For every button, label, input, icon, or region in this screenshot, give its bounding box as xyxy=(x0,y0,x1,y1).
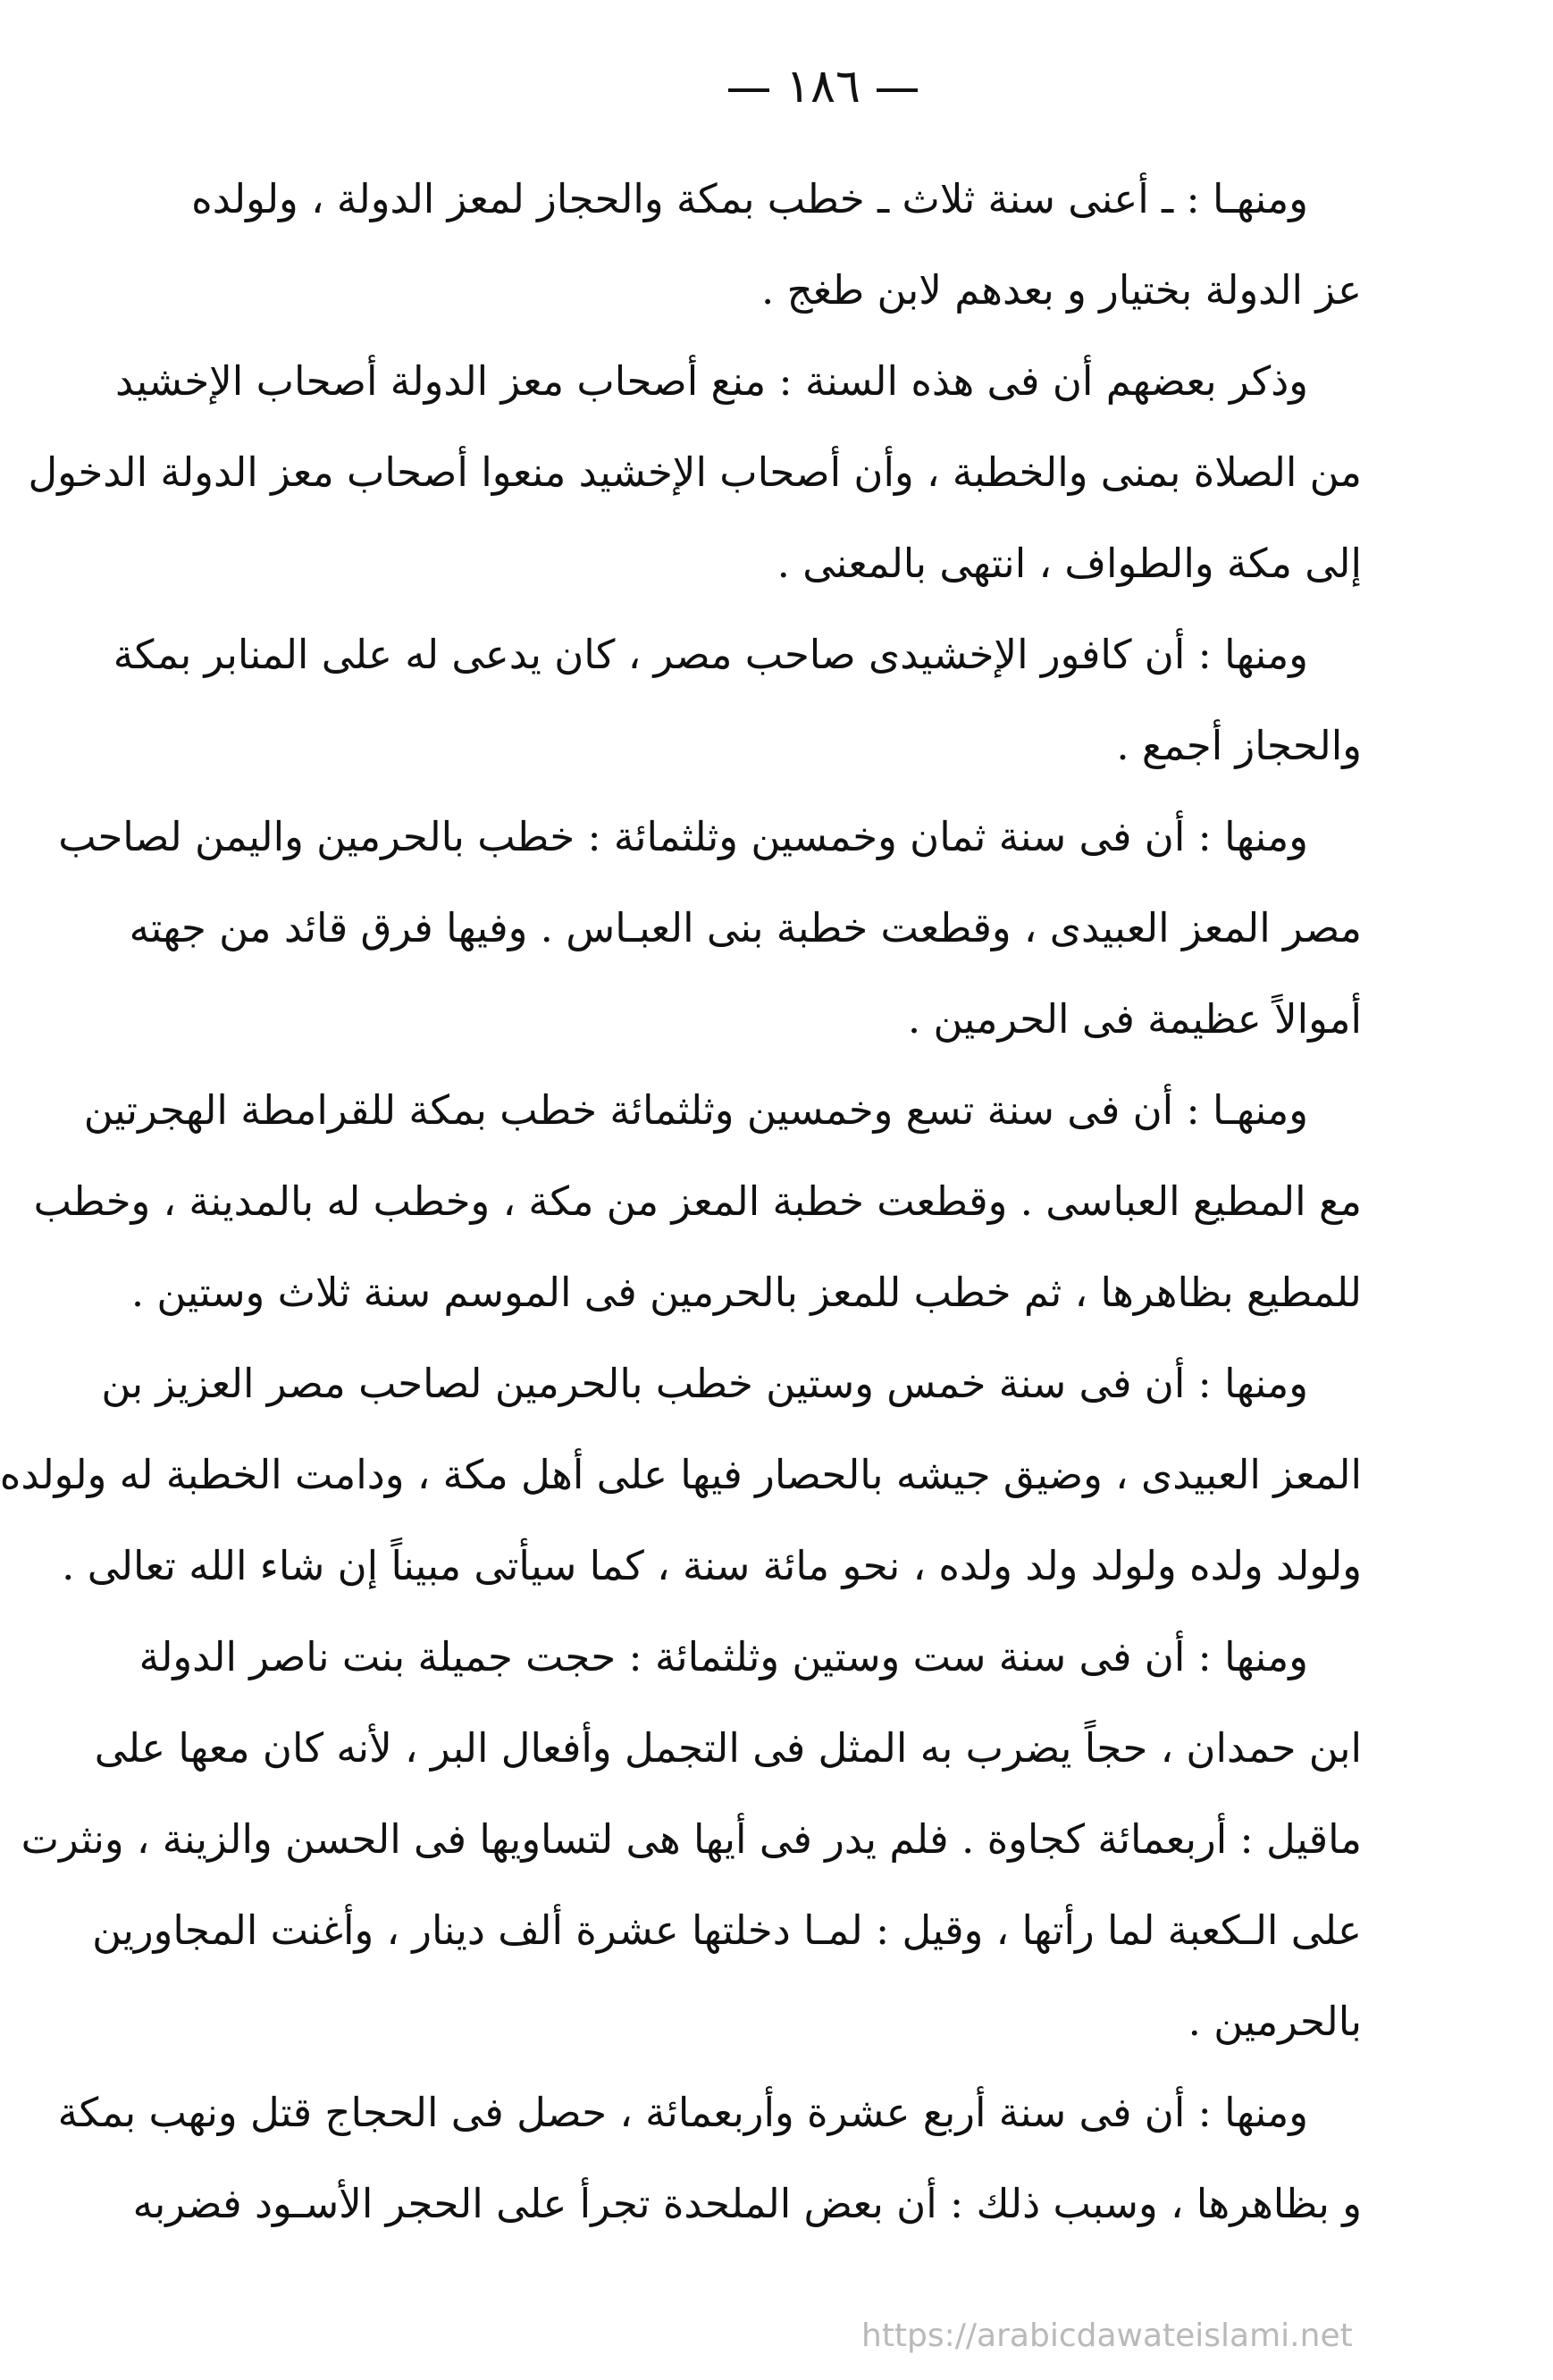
text-line: أموالاً عظيمة فى الحرمين . xyxy=(907,995,1362,1043)
text-line: ومنها : أن كافور الإخشيدى صاحب مصر ، كان يدعى له على المنابر بمكة xyxy=(113,631,1308,678)
text-line: بالحرمين . xyxy=(1188,1998,1362,2045)
text-line: ومنها : أن فى سنة ست وستين وثلثمائة : حجت جميلة بنت ناصر الدولة xyxy=(139,1633,1308,1680)
page-number: ١٨٦ xyxy=(785,60,860,113)
text-line: والحجاز أجمع . xyxy=(1116,722,1362,769)
text-line: للمطيع بظاهرها ، ثم خطب للمعز بالحرمين فى الموسم سنة ثلاث وستين . xyxy=(130,1269,1362,1316)
text-line: إلى مكة والطواف ، انتهى بالمعنى . xyxy=(776,540,1362,587)
body-text xyxy=(0,154,1362,2250)
text-line: ومنها : أن فى سنة ثمان وخمسين وثلثمائة : خطب بالحرمين واليمن لصاحب xyxy=(58,813,1308,860)
text-line: و بظاهرها ، وسبب ذلك : أن بعض الملحدة تجرأ على الحجر الأسـود فضربه xyxy=(132,2180,1362,2227)
text-line: ماقيل : أربعمائة كجاوة . فلم يدر فى أيها هى لتساويها فى الحسن والزينة ، ونثرت xyxy=(21,1815,1362,1863)
page-header xyxy=(93,55,1553,118)
text-line: ابن حمدان ، حجاً يضرب به المثل فى التجمل وأفعال البر ، لأنه كان معها على xyxy=(94,1724,1362,1772)
text-line: المعز العبيدى ، وضيق جيشه بالحصار فيها على أهل مكة ، ودامت الخطبة له ولولده xyxy=(0,1451,1362,1498)
paragraph xyxy=(33,1065,1362,1338)
text-line: ومنها : أن فى سنة خمس وستين خطب بالحرمين لصاحب مصر العزيز بن xyxy=(101,1360,1308,1407)
text-line: مصر المعز العبيدى ، وقطعت خطبة بنى العبـاس . وفيها فرق قائد من جهته xyxy=(129,904,1362,951)
paragraph xyxy=(57,2067,1362,2250)
paragraph xyxy=(21,1612,1362,2067)
text-line: ومنهـا : أن فى سنة تسع وخمسين وثلثمائة خطب بمكة للقرامطة الهجرتين xyxy=(83,1086,1308,1134)
text-line: عز الدولة بختيار و بعدهم لابن طغج . xyxy=(761,266,1362,314)
text-line: من الصلاة بمنى والخطبة ، وأن أصحاب الإخشيد منعوا أصحاب معز الدولة الدخول xyxy=(28,448,1362,496)
paragraph xyxy=(191,154,1362,336)
text-line: وذكر بعضهم أن فى هذه السنة : منع أصحاب معز الدولة أصحاب الإخشيد xyxy=(114,357,1308,405)
paragraph xyxy=(113,609,1362,792)
text-line: مع المطيع العباسى . وقطعت خطبة المعز من مكة ، وخطب له بالمدينة ، وخطب xyxy=(33,1177,1362,1225)
watermark-url: https://arabicdawateislami.net xyxy=(861,2317,1353,2354)
text-line: ومنهـا : ـ أعنى سنة ثلاث ـ خطب بمكة والحجاز لمعز الدولة ، ولولده xyxy=(191,175,1308,222)
text-line: على الـكعبة لما رأتها ، وقيل : لمـا دخلتها عشرة ألف دينار ، وأغنت المجاورين xyxy=(92,1907,1362,1954)
paragraph xyxy=(28,336,1362,609)
text-line: ولولد ولده ولولد ولد ولده ، نحو مائة سنة ، كما سيأتى مبيناً إن شاء الله تعالى . xyxy=(62,1542,1362,1589)
paragraph xyxy=(0,1338,1362,1612)
paragraph xyxy=(58,792,1362,1065)
header-dash-left xyxy=(728,88,769,92)
text-line: ومنها : أن فى سنة أربع عشرة وأربعمائة ، حصل فى الحجاج قتل ونهب بمكة xyxy=(57,2089,1308,2136)
header-dash-right xyxy=(877,88,918,92)
